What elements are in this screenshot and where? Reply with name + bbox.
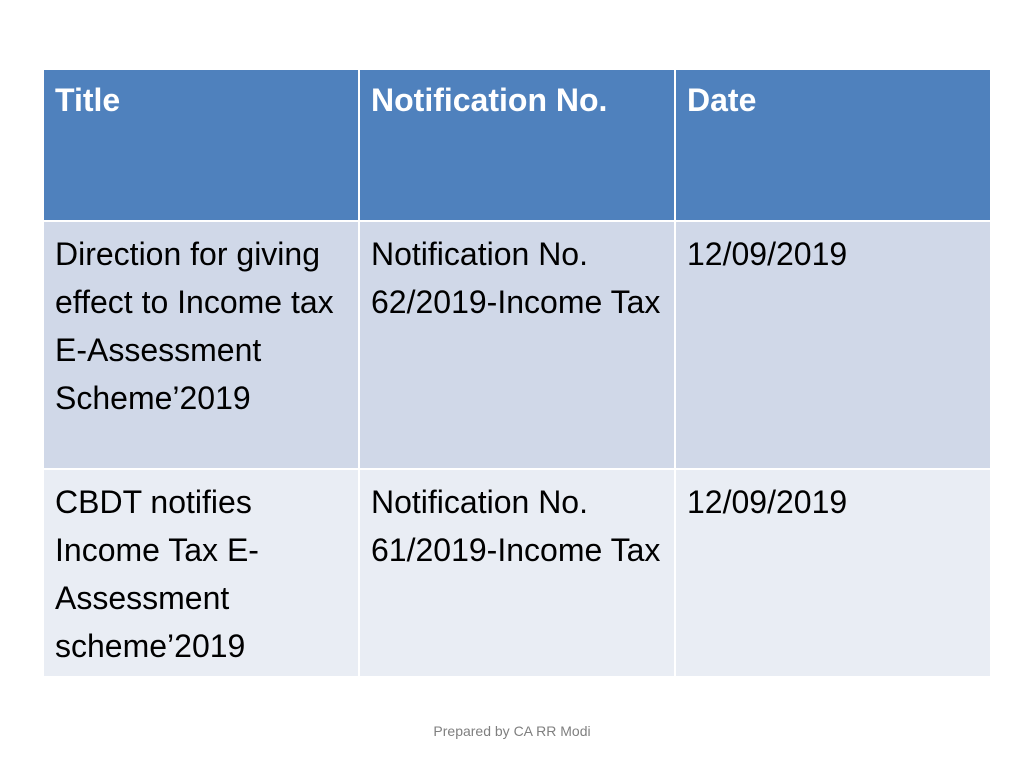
header-title: Title [43,69,359,221]
cell-date: 12/09/2019 [675,469,991,677]
cell-title: CBDT notifies Income Tax E-Assessment scheme’2019 [43,469,359,677]
notifications-table [42,68,992,678]
cell-title: Direction for giving effect to Income tax E-Assessment Scheme’2019 [43,221,359,469]
header-date: Date [675,69,991,221]
cell-date: 12/09/2019 [675,221,991,469]
cell-notification: Notification No. 61/2019-Income Tax [359,469,675,677]
header-notification-no: Notification No. [359,69,675,221]
table-row [43,469,991,677]
footer-credit: Prepared by CA RR Modi [433,723,591,739]
table-header-row [43,69,991,221]
cell-notification: Notification No. 62/2019-Income Tax [359,221,675,469]
table-row [43,221,991,469]
